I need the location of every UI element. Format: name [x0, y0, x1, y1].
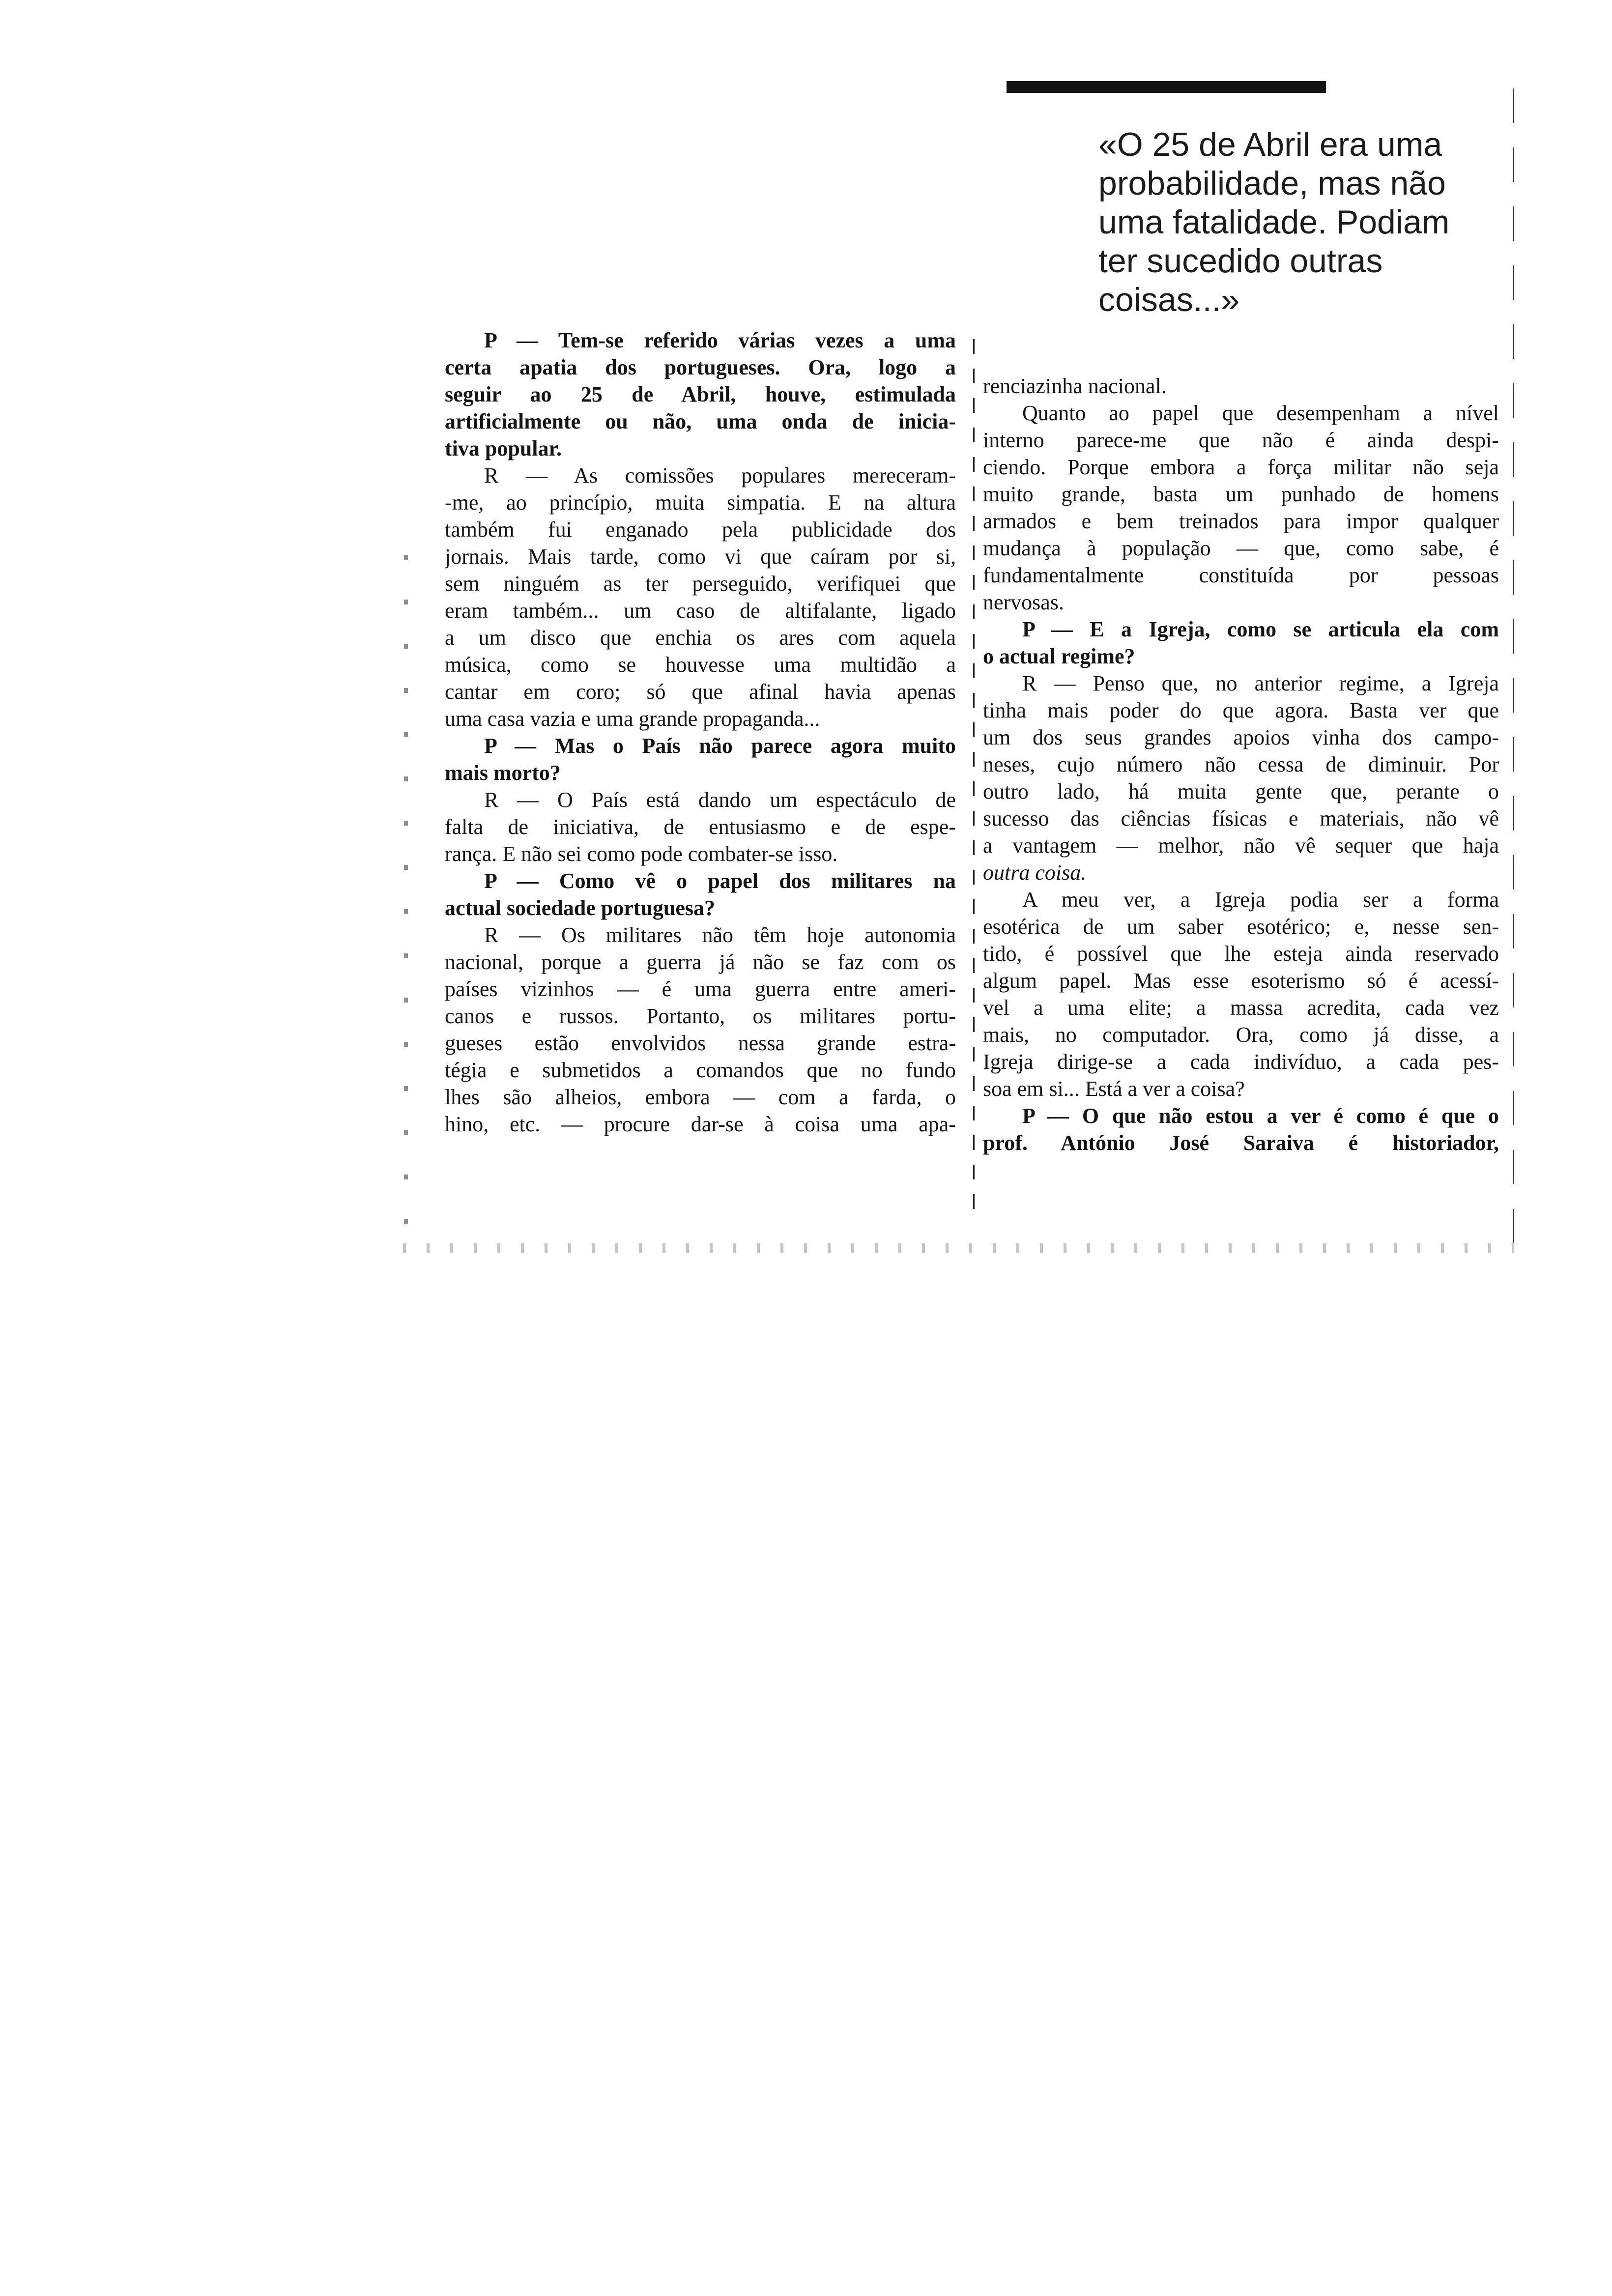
answer-line: R — As comissões populares mereceram-	[484, 463, 956, 488]
column-divider	[973, 339, 975, 1209]
scan-noise-left	[404, 555, 408, 1243]
left-column	[445, 327, 956, 1138]
question-line: P — Mas o País não parece agora muito	[484, 734, 956, 758]
answer-line: ciendo. Porque embora a força militar não seja	[983, 455, 1499, 479]
answer-line: hino, etc. — procure dar-se à coisa uma apa-	[445, 1112, 956, 1136]
scan-noise-bottom	[403, 1243, 1514, 1253]
answer-line: R — Os militares não têm hoje autonomia	[484, 923, 956, 947]
answer-line: Quanto ao papel que desempenham a nível	[1022, 401, 1499, 425]
answer-line: sucesso das ciências físicas e materiais, não vê	[983, 806, 1499, 831]
answer-line: outra coisa.	[983, 861, 1087, 885]
question-line: tiva popular.	[445, 436, 562, 460]
question-line: seguir ao 25 de Abril, houve, estimulada	[445, 382, 956, 406]
pull-quote	[1098, 125, 1531, 319]
answer-line: vel a uma elite; a massa acredita, cada vez	[983, 996, 1499, 1020]
answer-line: R — Penso que, no anterior regime, a Igreja	[1022, 671, 1499, 695]
right-column	[983, 373, 1499, 1156]
question-line: P — E a Igreja, como se articula ela com	[1022, 617, 1499, 641]
question-line: prof. António José Saraiva é historiador,	[983, 1131, 1499, 1155]
answer-line: tido, é possível que lhe esteja ainda reservado	[983, 942, 1499, 966]
answer-line: jornais. Mais tarde, como vi que caíram por si,	[445, 545, 956, 569]
answer-line: interno parece-me que não é ainda despi-	[983, 428, 1499, 452]
answer-line: canos e russos. Portanto, os militares portu-	[445, 1004, 956, 1028]
answer-line: mudança à população — que, como sabe, é	[983, 536, 1499, 560]
header-rule	[1007, 81, 1326, 93]
answer-line: rança. E não sei como pode combater-se isso.	[445, 842, 838, 866]
question-line: P — Tem-se referido várias vezes a uma	[484, 328, 956, 352]
answer-line: um dos seus grandes apoios vinha dos campo-	[983, 725, 1499, 749]
answer-line: falta de iniciativa, de entusiasmo e de espe-	[445, 815, 956, 839]
answer-line: fundamentalmente constituída por pessoas	[983, 563, 1499, 587]
pull-quote-line: ter sucedido outras	[1098, 242, 1383, 280]
question-line: certa apatia dos portugueses. Ora, logo a	[445, 355, 956, 379]
answer-line: cantar em coro; só que afinal havia apenas	[445, 680, 956, 704]
answer-line: armados e bem treinados para impor qualquer	[983, 509, 1499, 533]
pull-quote-line: uma fatalidade. Podiam	[1098, 203, 1450, 241]
answer-line: também fui enganado pela publicidade dos	[445, 517, 956, 542]
pull-quote-line: «O 25 de Abril era uma	[1098, 126, 1442, 163]
answer-line: soa em si... Está a ver a coisa?	[983, 1077, 1245, 1101]
answer-line: mais, no computador. Ora, como já disse, a	[983, 1023, 1499, 1047]
answer-line: neses, cujo número não cessa de diminuir. Por	[983, 752, 1499, 776]
answer-line: -me, ao princípio, muita simpatia. E na altura	[445, 490, 956, 515]
answer-line: uma casa vazia e uma grande propaganda...	[445, 707, 820, 731]
answer-line: a um disco que enchia os ares com aquela	[445, 626, 956, 650]
answer-line: A meu ver, a Igreja podia ser a forma	[1022, 888, 1499, 912]
answer-line: países vizinhos — é uma guerra entre ameri-	[445, 977, 956, 1001]
answer-line: nervosas.	[983, 590, 1064, 614]
answer-line: muito grande, basta um punhado de homens	[983, 482, 1499, 506]
question-line: artificialmente ou não, uma onda de inicia-	[445, 409, 956, 433]
answer-line: eram também... um caso de altifalante, ligado	[445, 599, 956, 623]
answer-line: gueses estão envolvidos nessa grande estra-	[445, 1031, 956, 1055]
answer-line: Igreja dirige-se a cada indivíduo, a cada pes-	[983, 1050, 1499, 1074]
answer-line: sem ninguém as ter perseguido, verifiquei que	[445, 572, 956, 596]
answer-line: algum papel. Mas esse esoterismo só é acessí-	[983, 969, 1499, 993]
answer-line: tégia e submetidos a comandos que no fundo	[445, 1058, 956, 1082]
answer-line: outro lado, há muita gente que, perante o	[983, 779, 1499, 804]
pull-quote-line: probabilidade, mas não	[1098, 165, 1446, 202]
clipping-edge	[1513, 88, 1514, 1248]
answer-line: esotérica de um saber esotérico; e, nesse sen-	[983, 915, 1499, 939]
answer-line: lhes são alheios, embora — com a farda, o	[445, 1085, 956, 1109]
answer-line: nacional, porque a guerra já não se faz com os	[445, 950, 956, 974]
answer-line: renciazinha nacional.	[983, 374, 1167, 398]
answer-line: música, como se houvesse uma multidão a	[445, 653, 956, 677]
question-line: o actual regime?	[983, 644, 1135, 668]
answer-line: R — O País está dando um espectáculo de	[484, 788, 956, 812]
answer-line: tinha mais poder do que agora. Basta ver que	[983, 698, 1499, 722]
answer-line: a vantagem — melhor, não vê sequer que haja	[983, 833, 1499, 858]
question-line: P — O que não estou a ver é como é que o	[1022, 1104, 1499, 1128]
question-line: actual sociedade portuguesa?	[445, 896, 715, 920]
question-line: mais morto?	[445, 761, 561, 785]
pull-quote-line: coisas...»	[1098, 281, 1240, 318]
question-line: P — Como vê o papel dos militares na	[484, 869, 956, 893]
